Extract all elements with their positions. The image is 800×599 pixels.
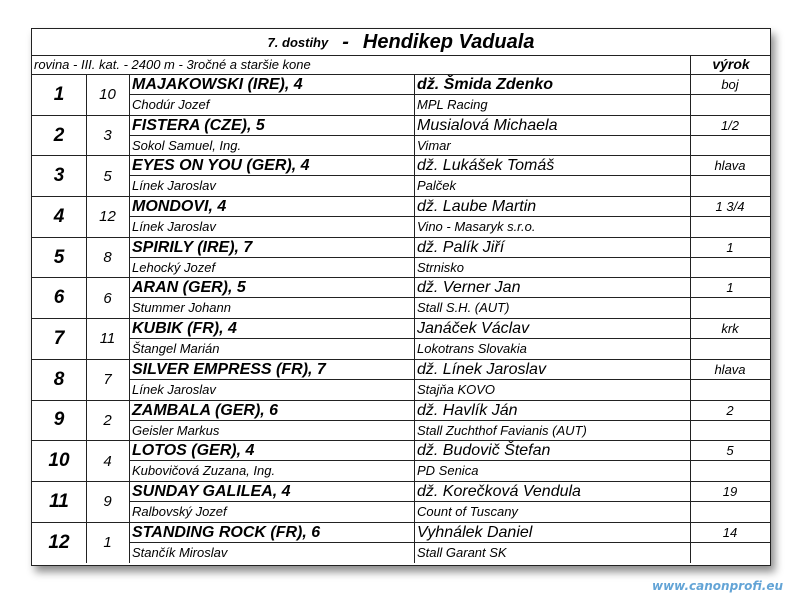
jockey-cell bbox=[414, 156, 691, 196]
horse-name: MAJAKOWSKI (IRE), 4 bbox=[129, 75, 414, 95]
jockey-cell bbox=[414, 197, 691, 237]
race-name: Hendikep Vaduala bbox=[362, 30, 535, 53]
jockey-name: dž. Havlík Ján bbox=[414, 401, 690, 421]
result-margin: 14 bbox=[690, 523, 770, 543]
owner-name: PD Senica bbox=[417, 463, 479, 479]
result-cell bbox=[690, 75, 770, 115]
trainer-name: Geisler Markus bbox=[132, 422, 220, 438]
jockey-name: dž. Palík Jiří bbox=[414, 238, 690, 258]
owner-name: Strnisko bbox=[417, 259, 464, 275]
start-number-cell: 7 bbox=[86, 360, 130, 400]
horse-name: SUNDAY GALILEA, 4 bbox=[129, 482, 414, 502]
place-cell: 8 bbox=[32, 360, 87, 400]
horse-name: LOTOS (GER), 4 bbox=[129, 441, 414, 461]
result-cell bbox=[690, 401, 770, 441]
jockey-cell bbox=[414, 482, 691, 522]
start-number-cell: 3 bbox=[86, 116, 130, 156]
horse-cell bbox=[129, 319, 415, 359]
trainer-name: Stummer Johann bbox=[132, 300, 231, 316]
result-margin: 1 3/4 bbox=[690, 197, 770, 217]
horse-name: SPIRILY (IRE), 7 bbox=[129, 238, 414, 258]
result-cell bbox=[690, 360, 770, 400]
start-number-cell: 8 bbox=[86, 238, 130, 278]
jockey-cell bbox=[414, 360, 691, 400]
trainer-name: Chodúr Jozef bbox=[132, 97, 210, 112]
race-title bbox=[32, 29, 770, 56]
result-column-header: výrok bbox=[690, 55, 771, 74]
result-cell bbox=[690, 441, 770, 481]
jockey-name: dž. Lukášek Tomáš bbox=[414, 156, 690, 176]
place-cell: 1 bbox=[32, 75, 87, 115]
result-margin: krk bbox=[690, 319, 770, 339]
trainer-name: Stančík Miroslav bbox=[132, 544, 228, 560]
result-cell bbox=[690, 278, 770, 318]
result-empty bbox=[690, 543, 770, 563]
result-empty bbox=[690, 339, 770, 359]
result-margin: boj bbox=[690, 75, 770, 95]
result-margin: hlava bbox=[690, 156, 770, 176]
horse-cell bbox=[129, 278, 415, 318]
horse-cell bbox=[129, 156, 415, 196]
result-margin: 1/2 bbox=[690, 116, 770, 136]
trainer-name: Ralbovský Jozef bbox=[132, 503, 227, 519]
conditions-row bbox=[32, 55, 770, 75]
result-row bbox=[32, 401, 770, 442]
race-conditions: rovina - III. kat. - 2400 m - 3ročné a staršie kone bbox=[34, 57, 311, 72]
trainer-name: Línek Jaroslav bbox=[132, 219, 216, 235]
watermark: www.canonprofi.eu bbox=[652, 579, 784, 593]
jockey-name: Vyhnálek Daniel bbox=[414, 523, 690, 543]
owner-name: Stall Zuchthof Favianis (AUT) bbox=[417, 422, 587, 438]
trainer-name: Sokol Samuel, Ing. bbox=[132, 137, 242, 153]
result-empty bbox=[690, 258, 770, 278]
place-cell: 11 bbox=[32, 482, 87, 522]
jockey-name: Musialová Michaela bbox=[414, 116, 690, 136]
result-margin: hlava bbox=[690, 360, 770, 380]
horse-cell bbox=[129, 116, 415, 156]
result-cell bbox=[690, 319, 770, 359]
jockey-cell bbox=[414, 238, 691, 278]
result-empty bbox=[690, 380, 770, 400]
jockey-cell bbox=[414, 319, 691, 359]
result-row bbox=[32, 441, 770, 482]
jockey-cell bbox=[414, 116, 691, 156]
result-margin: 2 bbox=[690, 401, 770, 421]
jockey-name: dž. Budovič Štefan bbox=[414, 441, 690, 461]
horse-cell bbox=[129, 197, 415, 237]
result-row bbox=[32, 116, 770, 157]
horse-name: MONDOVI, 4 bbox=[129, 197, 414, 217]
result-empty bbox=[690, 95, 770, 115]
result-row bbox=[32, 360, 770, 401]
jockey-name: dž. Línek Jaroslav bbox=[414, 360, 690, 380]
result-empty bbox=[690, 176, 770, 196]
owner-name: Count of Tuscany bbox=[417, 503, 518, 519]
horse-name: ARAN (GER), 5 bbox=[129, 278, 414, 298]
jockey-cell bbox=[414, 278, 691, 318]
owner-name: Vino - Masaryk s.r.o. bbox=[417, 219, 536, 235]
result-row bbox=[32, 319, 770, 360]
result-empty bbox=[690, 421, 770, 441]
result-margin: 5 bbox=[690, 441, 770, 461]
horse-cell bbox=[129, 238, 415, 278]
horse-name: KUBIK (FR), 4 bbox=[129, 319, 414, 339]
jockey-cell bbox=[414, 401, 691, 441]
start-number-cell: 1 bbox=[86, 523, 130, 564]
place-cell: 2 bbox=[32, 116, 87, 156]
start-number-cell: 12 bbox=[86, 197, 130, 237]
start-number-cell: 4 bbox=[86, 441, 130, 481]
trainer-name: Línek Jaroslav bbox=[132, 381, 216, 397]
results-sheet bbox=[31, 28, 771, 566]
horse-cell bbox=[129, 401, 415, 441]
trainer-name: Kubovičová Zuzana, Ing. bbox=[132, 463, 276, 479]
result-cell bbox=[690, 156, 770, 196]
owner-name: Palček bbox=[417, 178, 457, 194]
start-number-cell: 11 bbox=[86, 319, 130, 359]
jockey-name: dž. Laube Martin bbox=[414, 197, 690, 217]
result-row bbox=[32, 278, 770, 319]
jockey-cell bbox=[414, 441, 691, 481]
jockey-name: dž. Šmida Zdenko bbox=[414, 75, 690, 95]
place-cell: 3 bbox=[32, 156, 87, 196]
horse-cell bbox=[129, 523, 415, 564]
start-number-cell: 5 bbox=[86, 156, 130, 196]
jockey-cell bbox=[414, 523, 691, 564]
trainer-name: Línek Jaroslav bbox=[132, 178, 216, 194]
jockey-name: dž. Verner Jan bbox=[414, 278, 690, 298]
owner-name: Vimar bbox=[417, 137, 451, 153]
result-empty bbox=[690, 461, 770, 481]
race-number: 7. dostihy bbox=[267, 34, 329, 50]
horse-name: ZAMBALA (GER), 6 bbox=[129, 401, 414, 421]
result-row bbox=[32, 75, 770, 116]
horse-name: SILVER EMPRESS (FR), 7 bbox=[129, 360, 414, 380]
result-cell bbox=[690, 116, 770, 156]
owner-name: Stall Garant SK bbox=[417, 544, 507, 560]
start-number-cell: 2 bbox=[86, 401, 130, 441]
result-margin: 1 bbox=[690, 278, 770, 298]
result-empty bbox=[690, 136, 770, 156]
owner-name: Stajňa KOVO bbox=[417, 381, 496, 397]
place-cell: 10 bbox=[32, 441, 87, 481]
result-row bbox=[32, 238, 770, 279]
horse-cell bbox=[129, 441, 415, 481]
result-cell bbox=[690, 482, 770, 522]
horse-name: EYES ON YOU (GER), 4 bbox=[129, 156, 414, 176]
result-row bbox=[32, 197, 770, 238]
title-dash: - bbox=[342, 30, 349, 53]
place-cell: 12 bbox=[32, 523, 87, 564]
result-empty bbox=[690, 298, 770, 318]
owner-name: MPL Racing bbox=[417, 97, 488, 112]
result-margin: 1 bbox=[690, 238, 770, 258]
place-cell: 4 bbox=[32, 197, 87, 237]
place-cell: 9 bbox=[32, 401, 87, 441]
horse-cell bbox=[129, 482, 415, 522]
result-cell bbox=[690, 197, 770, 237]
jockey-name: Janáček Václav bbox=[414, 319, 690, 339]
start-number-cell: 10 bbox=[86, 75, 130, 115]
horse-cell bbox=[129, 360, 415, 400]
trainer-name: Štangel Marián bbox=[132, 341, 220, 357]
result-row bbox=[32, 482, 770, 523]
horse-cell bbox=[129, 75, 415, 115]
result-empty bbox=[690, 502, 770, 522]
result-cell bbox=[690, 238, 770, 278]
results-table bbox=[32, 75, 770, 563]
result-row bbox=[32, 523, 770, 564]
place-cell: 6 bbox=[32, 278, 87, 318]
result-cell bbox=[690, 523, 770, 564]
jockey-cell bbox=[414, 75, 691, 115]
horse-name: STANDING ROCK (FR), 6 bbox=[129, 523, 414, 543]
result-empty bbox=[690, 217, 770, 237]
owner-name: Stall S.H. (AUT) bbox=[417, 300, 510, 316]
jockey-name: dž. Korečková Vendula bbox=[414, 482, 690, 502]
place-cell: 7 bbox=[32, 319, 87, 359]
trainer-name: Lehocký Jozef bbox=[132, 259, 216, 275]
horse-name: FISTERA (CZE), 5 bbox=[129, 116, 414, 136]
place-cell: 5 bbox=[32, 238, 87, 278]
start-number-cell: 9 bbox=[86, 482, 130, 522]
owner-name: Lokotrans Slovakia bbox=[417, 341, 527, 357]
result-row bbox=[32, 156, 770, 197]
start-number-cell: 6 bbox=[86, 278, 130, 318]
result-margin: 19 bbox=[690, 482, 770, 502]
